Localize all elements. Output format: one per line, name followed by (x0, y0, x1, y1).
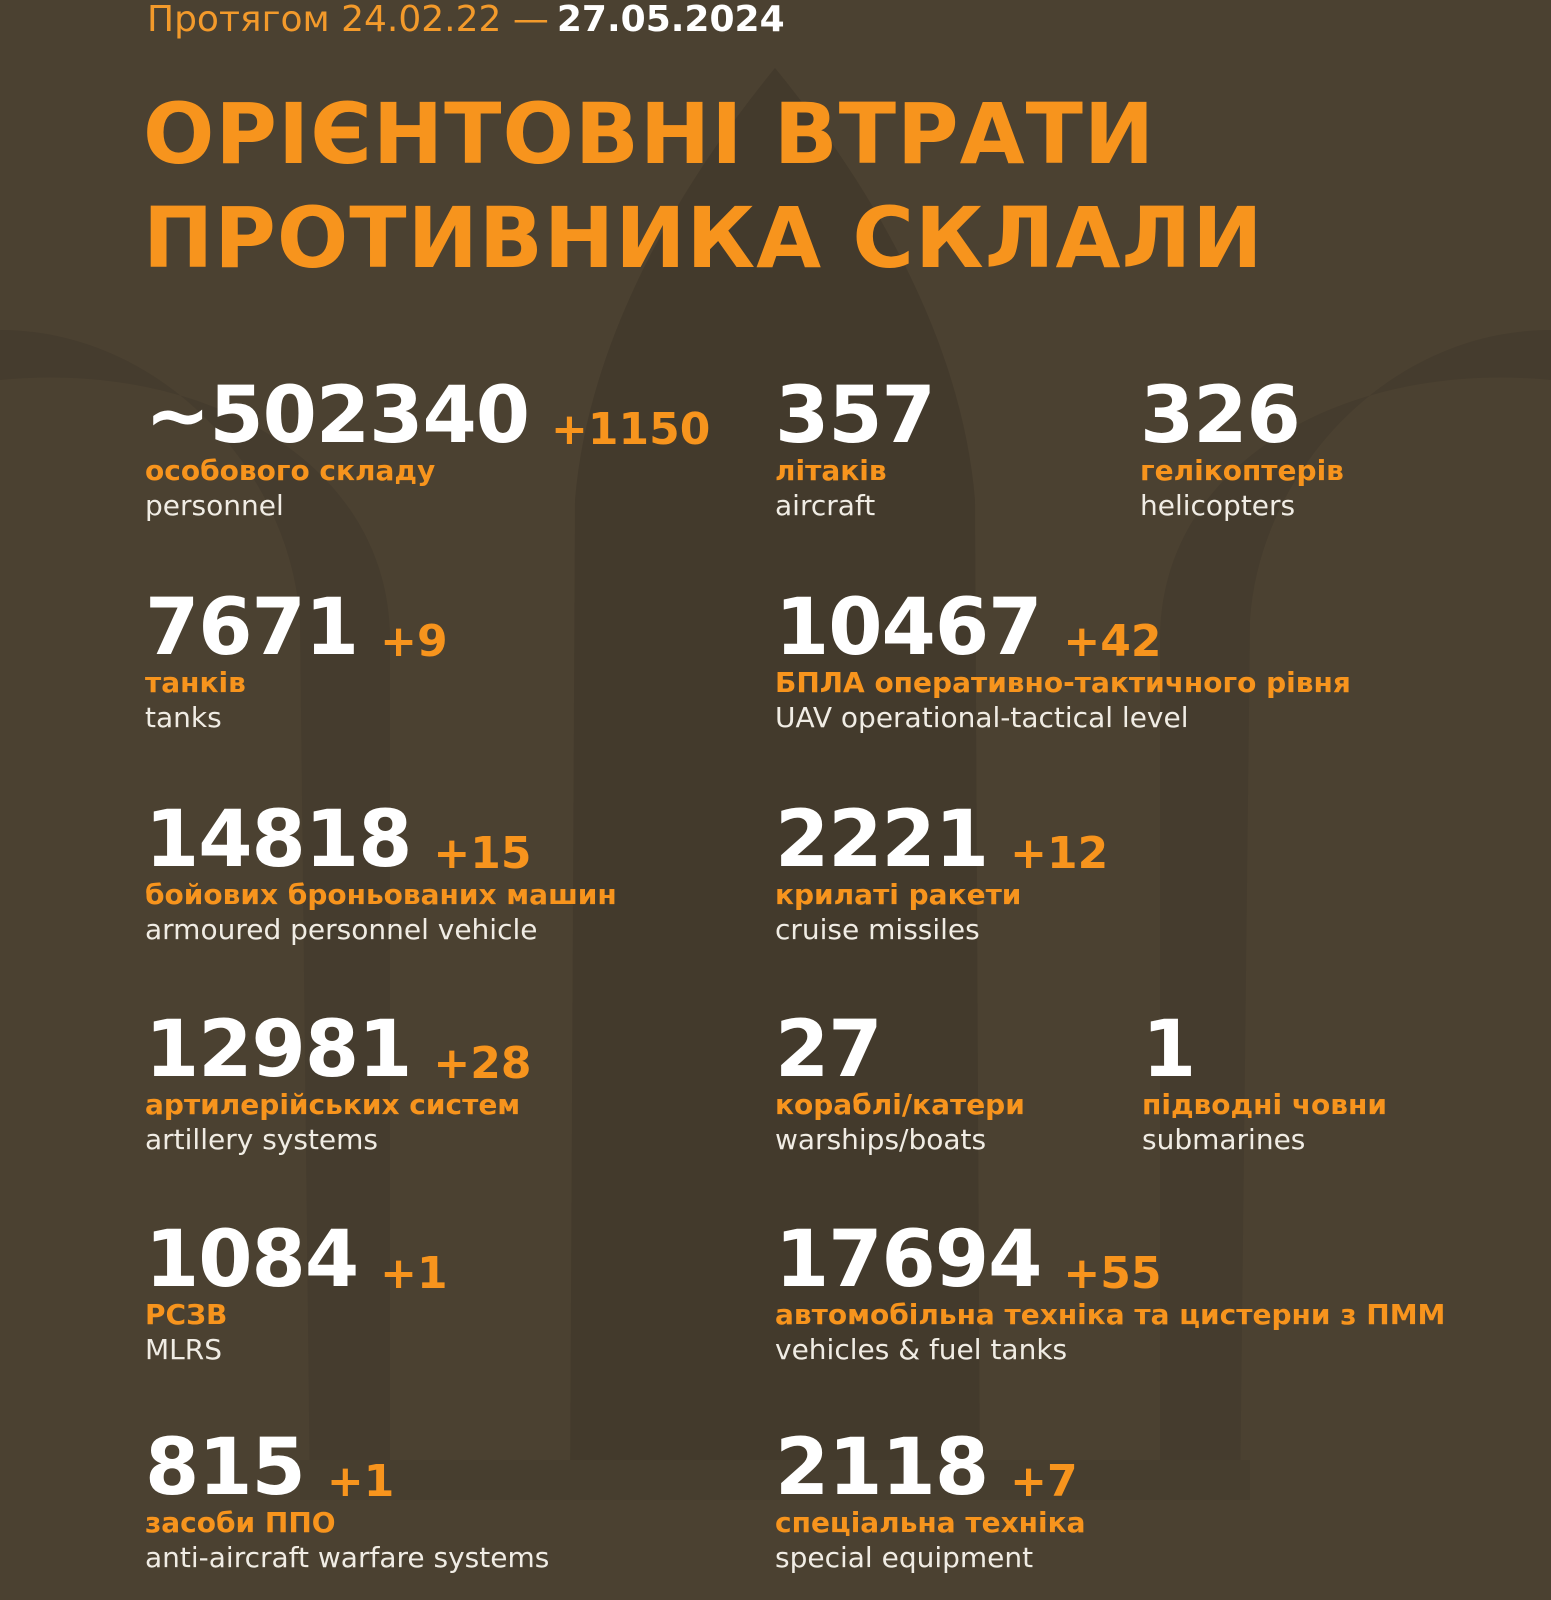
stat-delta: +9 (380, 616, 448, 667)
title-line-2: ПРОТИВНИКА СКЛАЛИ (143, 189, 1264, 287)
stat-label-ua: гелікоптерів (1140, 454, 1344, 487)
stat-label-en: UAV operational-tactical level (775, 701, 1189, 734)
stat-value: 14818 (145, 795, 412, 885)
stat-label-en: aircraft (775, 489, 876, 522)
stat-delta: +42 (1063, 616, 1162, 667)
stat-label-en: submarines (1142, 1123, 1306, 1156)
stat-tanks (145, 584, 448, 736)
title-line-1: ОРІЄНТОВНІ ВТРАТИ (143, 85, 1156, 183)
stat-value: 2221 (775, 795, 989, 885)
stat-value: 815 (145, 1423, 305, 1513)
stat-label-ua: спеціальна техніка (775, 1506, 1086, 1539)
stat-label-ua: РСЗВ (145, 1298, 228, 1331)
stat-label-en: special equipment (775, 1541, 1034, 1574)
stat-label-en: anti-aircraft warfare systems (145, 1541, 550, 1574)
stat-label-ua: особового складу (145, 454, 436, 487)
stat-label-en: vehicles & fuel tanks (775, 1333, 1068, 1366)
stat-uav (775, 584, 1351, 736)
stat-label-en: helicopters (1140, 489, 1296, 522)
stat-label-en: artillery systems (145, 1123, 379, 1156)
stat-label-ua: артилерійських систем (145, 1088, 521, 1121)
stat-aircraft (775, 372, 935, 524)
page-title (143, 82, 1264, 290)
stat-special-equipment (775, 1424, 1086, 1576)
stat-value: 1084 (145, 1215, 359, 1305)
stat-label-ua: підводні човни (1142, 1088, 1387, 1121)
stat-warships (775, 1006, 1025, 1158)
stat-delta: +55 (1063, 1248, 1162, 1299)
stat-delta: +1 (326, 1456, 395, 1507)
stat-value: 326 (1140, 371, 1300, 461)
stat-delta: +1 (380, 1248, 448, 1299)
stat-value: 27 (775, 1005, 882, 1095)
stat-delta: +28 (433, 1038, 532, 1089)
stat-value: 17694 (775, 1215, 1042, 1305)
stat-value: 2118 (775, 1423, 989, 1513)
stat-label-en: warships/boats (775, 1123, 987, 1156)
stat-label-ua: літаків (775, 454, 887, 487)
stat-value: 12981 (145, 1005, 412, 1095)
stat-label-en: armoured personnel vehicle (145, 913, 538, 946)
stat-delta: +15 (433, 828, 532, 879)
stat-label-en: cruise missiles (775, 913, 980, 946)
stat-value: 357 (775, 371, 935, 461)
stat-air-defense (145, 1424, 549, 1576)
stat-label-en: tanks (145, 701, 222, 734)
stat-delta: +12 (1010, 828, 1109, 879)
stat-cruise-missiles (775, 796, 1108, 948)
stat-personnel (145, 372, 710, 524)
period-line (147, 0, 785, 40)
stat-label-ua: кораблі/катери (775, 1088, 1025, 1121)
stat-submarines (1142, 1006, 1387, 1158)
stat-label-ua: засоби ППО (145, 1506, 336, 1539)
stat-mlrs (145, 1216, 448, 1368)
stat-value: 7671 (145, 583, 359, 673)
stat-value: 1 (1142, 1005, 1196, 1095)
stat-value: 10467 (775, 583, 1042, 673)
stat-delta: +7 (1010, 1456, 1078, 1507)
stat-label-ua: бойових броньованих машин (145, 878, 617, 911)
stat-label-ua: танків (145, 666, 246, 699)
stat-artillery (145, 1006, 531, 1158)
stat-label-ua: БПЛА оперативно-тактичного рівня (775, 666, 1351, 699)
stat-armoured-vehicles (145, 796, 617, 948)
stat-label-en: MLRS (145, 1333, 222, 1366)
stat-delta: +1150 (551, 404, 711, 455)
stat-value: ~502340 (145, 371, 529, 461)
stat-helicopters (1140, 372, 1344, 524)
stat-vehicles (775, 1216, 1445, 1368)
stat-label-en: personnel (145, 489, 284, 522)
stat-label-ua: автомобільна техніка та цистерни з ПММ (775, 1298, 1446, 1331)
stat-label-ua: крилаті ракети (775, 878, 1022, 911)
period-end-date: 27.05.2024 (556, 0, 785, 40)
period-start: Протягом 24.02.22 — (147, 0, 549, 40)
